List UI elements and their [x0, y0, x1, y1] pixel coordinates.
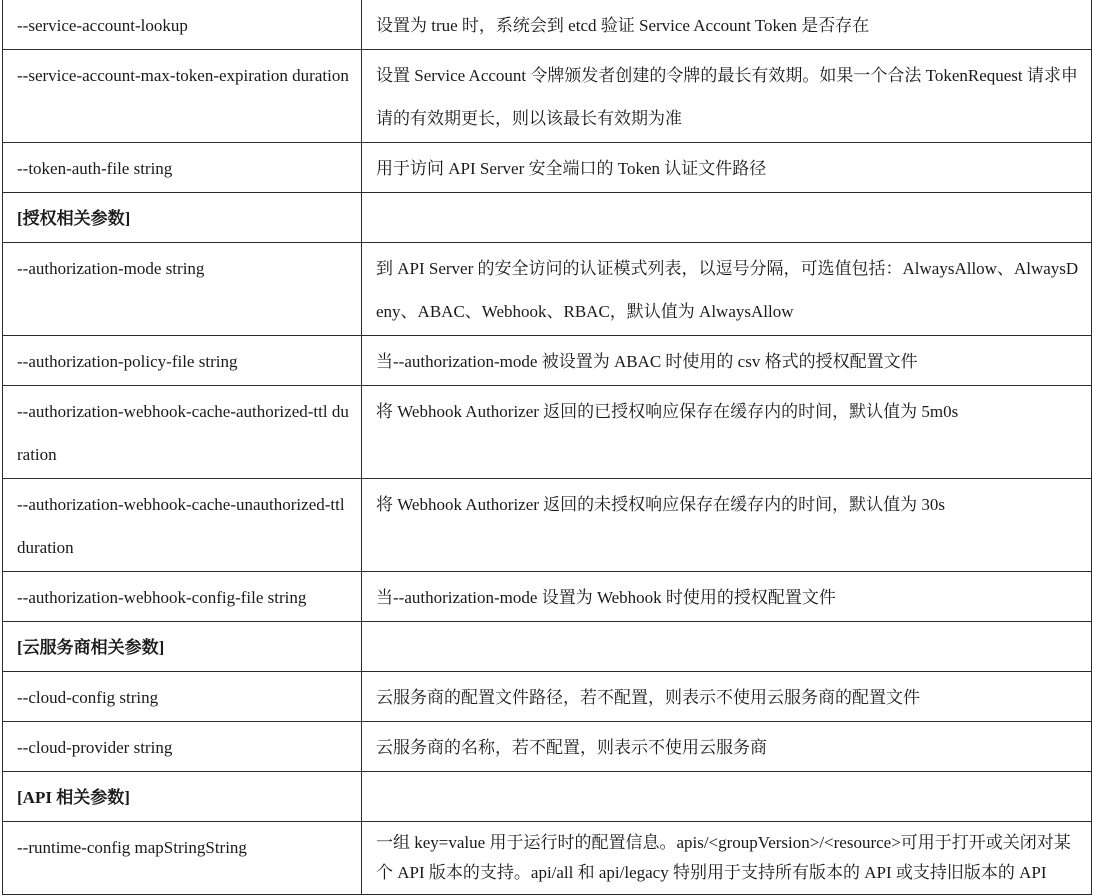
param-name: --authorization-mode string	[3, 243, 362, 336]
param-name: --service-account-lookup	[3, 0, 362, 50]
parameter-table	[2, 0, 1092, 895]
table-row	[3, 479, 1092, 572]
table-row	[3, 722, 1092, 772]
param-description: 将 Webhook Authorizer 返回的未授权响应保存在缓存内的时间，默认值为 30s	[362, 479, 1092, 572]
table-row	[3, 572, 1092, 622]
table-row	[3, 243, 1092, 336]
section-row	[3, 622, 1092, 672]
param-description: 用于访问 API Server 安全端口的 Token 认证文件路径	[362, 143, 1092, 193]
empty-cell	[362, 622, 1092, 672]
table-row	[3, 386, 1092, 479]
param-description: 云服务商的名称，若不配置，则表示不使用云服务商	[362, 722, 1092, 772]
param-description: 当--authorization-mode 被设置为 ABAC 时使用的 csv 格式的授权配置文件	[362, 336, 1092, 386]
table-row	[3, 0, 1092, 50]
param-description: 当--authorization-mode 设置为 Webhook 时使用的授权配置文件	[362, 572, 1092, 622]
section-heading: [授权相关参数]	[3, 193, 362, 243]
param-name: --authorization-policy-file string	[3, 336, 362, 386]
empty-cell	[362, 193, 1092, 243]
param-name: --authorization-webhook-cache-authorized-ttl duration	[3, 386, 362, 479]
table-row	[3, 143, 1092, 193]
param-name: --cloud-config string	[3, 672, 362, 722]
section-row	[3, 772, 1092, 822]
param-name: --authorization-webhook-config-file string	[3, 572, 362, 622]
param-name: --cloud-provider string	[3, 722, 362, 772]
section-heading: [云服务商相关参数]	[3, 622, 362, 672]
section-heading: [API 相关参数]	[3, 772, 362, 822]
param-description: 设置为 true 时，系统会到 etcd 验证 Service Account Token 是否存在	[362, 0, 1092, 50]
table-row	[3, 336, 1092, 386]
param-description: 云服务商的配置文件路径，若不配置，则表示不使用云服务商的配置文件	[362, 672, 1092, 722]
param-description: 到 API Server 的安全访问的认证模式列表，以逗号分隔，可选值包括：AlwaysAllow、AlwaysDeny、ABAC、Webhook、RBAC，默认值为 AlwaysAllow	[362, 243, 1092, 336]
param-name: --runtime-config mapStringString	[3, 822, 362, 895]
param-name: --token-auth-file string	[3, 143, 362, 193]
table-row	[3, 822, 1092, 895]
param-name: --authorization-webhook-cache-unauthorized-ttl duration	[3, 479, 362, 572]
param-description: 将 Webhook Authorizer 返回的已授权响应保存在缓存内的时间，默认值为 5m0s	[362, 386, 1092, 479]
param-description: 一组 key=value 用于运行时的配置信息。apis/<groupVersion>/<resource>可用于打开或关闭对某个 API 版本的支持。api/all 和 api/legacy 特别用于支持所有版本的 API 或支持旧版本的 API	[362, 822, 1092, 895]
param-description: 设置 Service Account 令牌颁发者创建的令牌的最长有效期。如果一个合法 TokenRequest 请求申请的有效期更长，则以该最长有效期为准	[362, 50, 1092, 143]
empty-cell	[362, 772, 1092, 822]
section-row	[3, 193, 1092, 243]
table-row	[3, 50, 1092, 143]
table-row	[3, 672, 1092, 722]
param-name: --service-account-max-token-expiration duration	[3, 50, 362, 143]
